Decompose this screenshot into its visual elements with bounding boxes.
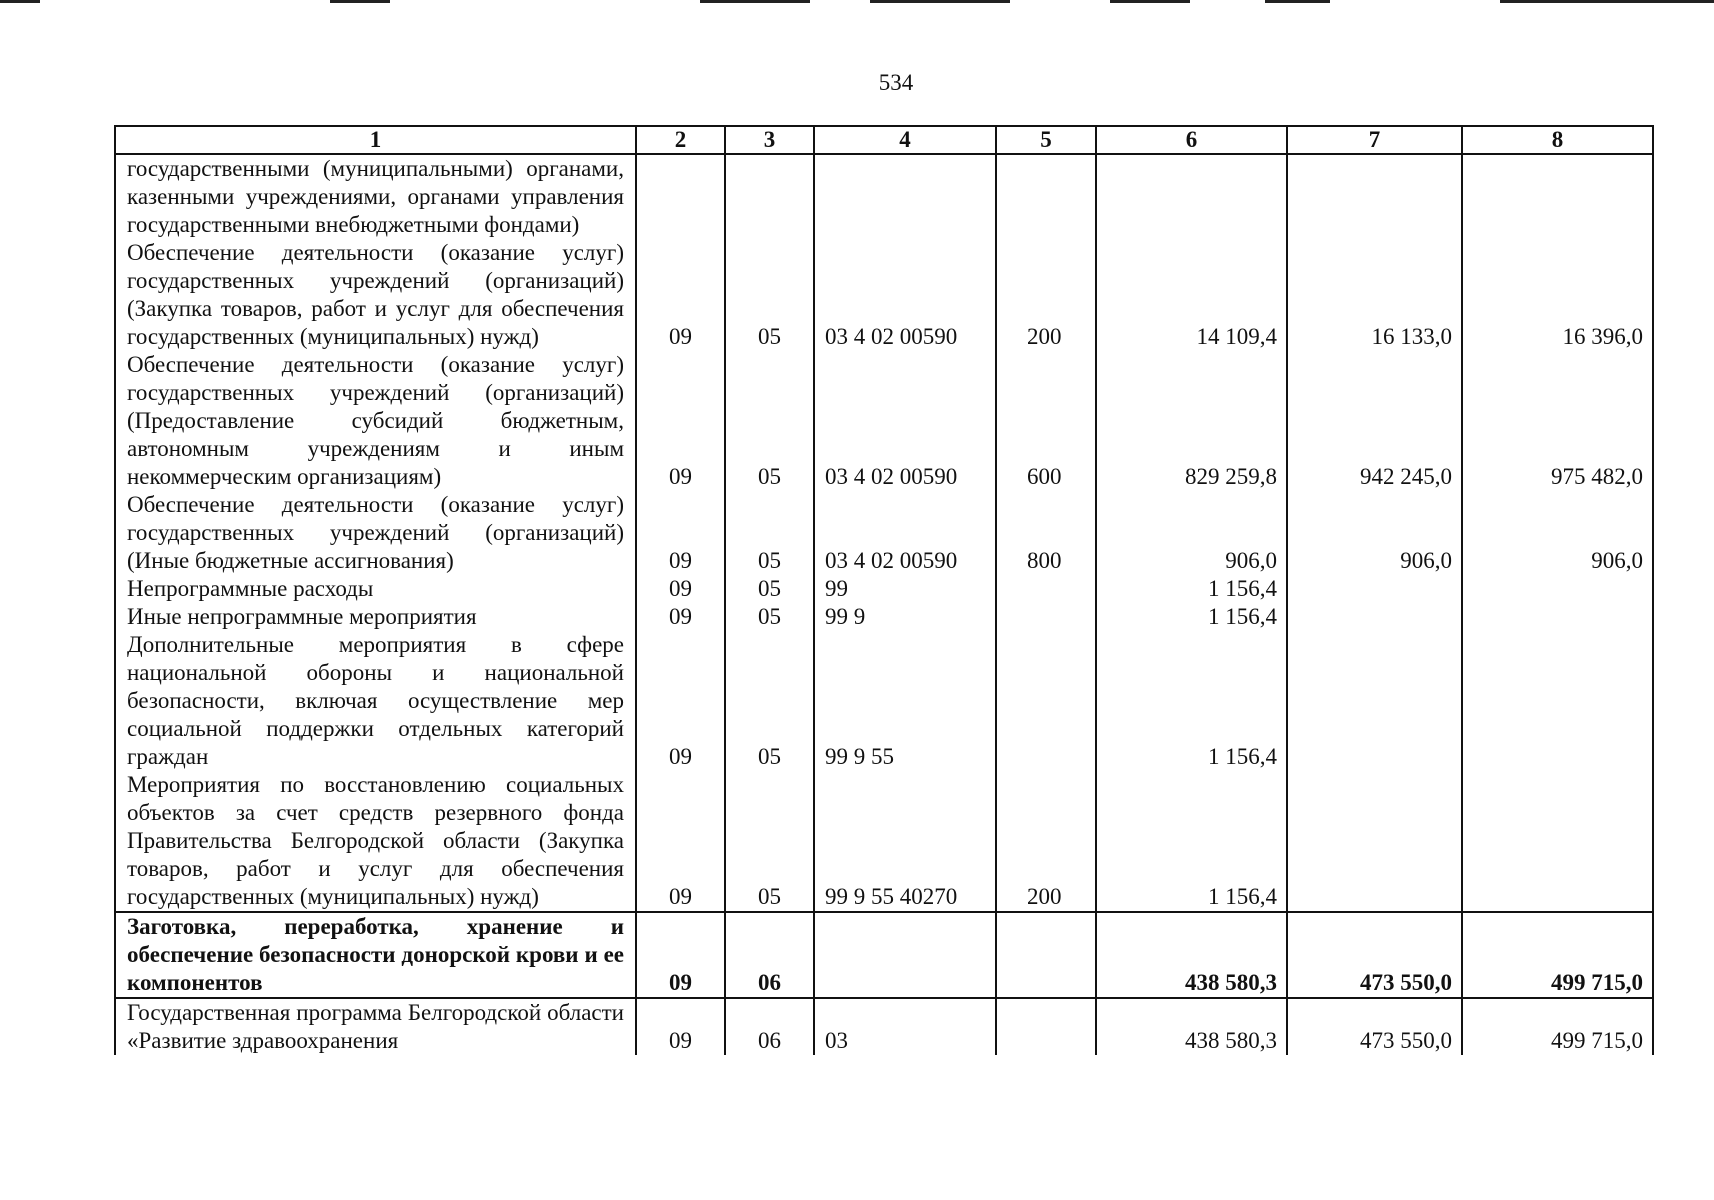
table-row bbox=[115, 912, 1653, 998]
scan-artifact bbox=[870, 0, 1010, 3]
section-code: 09 bbox=[636, 771, 725, 912]
table-row bbox=[115, 603, 1653, 631]
section-code: 09 bbox=[636, 575, 725, 603]
budget-table bbox=[114, 125, 1654, 1055]
subsection-code: 05 bbox=[725, 351, 814, 491]
row-description: Государственная программа Белгородской области «Развитие здравоохранения bbox=[115, 998, 636, 1055]
column-header: 7 bbox=[1287, 126, 1462, 154]
row-description: Обеспечение деятельности (оказание услуг) государственных учреждений (организаций) (Закупка товаров, работ и услуг для обеспечения государственных (муниципальных) нужд) bbox=[115, 239, 636, 351]
amount-year-2 bbox=[1287, 154, 1462, 239]
table-row bbox=[115, 771, 1653, 912]
section-code: 09 bbox=[636, 239, 725, 351]
amount-year-2 bbox=[1287, 603, 1462, 631]
subsection-code: 06 bbox=[725, 998, 814, 1055]
expense-type-code bbox=[996, 603, 1096, 631]
table-row bbox=[115, 491, 1653, 575]
row-description: Мероприятия по восстановлению социальных объектов за счет средств резервного фонда Правительства Белгородской области (Закупка товаров, работ и услуг для обеспечения государственных (муниципальных) нужд) bbox=[115, 771, 636, 912]
amount-year-2: 16 133,0 bbox=[1287, 239, 1462, 351]
subsection-code: 06 bbox=[725, 912, 814, 998]
amount-year-3 bbox=[1462, 631, 1653, 771]
table-row bbox=[115, 351, 1653, 491]
section-code: 09 bbox=[636, 631, 725, 771]
scan-artifact bbox=[330, 0, 390, 3]
amount-year-3 bbox=[1462, 771, 1653, 912]
target-article-code: 03 4 02 00590 bbox=[814, 239, 996, 351]
subsection-code bbox=[725, 154, 814, 239]
amount-year-3: 499 715,0 bbox=[1462, 998, 1653, 1055]
target-article-code: 99 bbox=[814, 575, 996, 603]
section-code bbox=[636, 154, 725, 239]
column-header: 3 bbox=[725, 126, 814, 154]
subsection-code: 05 bbox=[725, 239, 814, 351]
table-row bbox=[115, 239, 1653, 351]
amount-year-1: 14 109,4 bbox=[1096, 239, 1287, 351]
target-article-code bbox=[814, 912, 996, 998]
target-article-code: 99 9 55 bbox=[814, 631, 996, 771]
table-row bbox=[115, 631, 1653, 771]
amount-year-3: 906,0 bbox=[1462, 491, 1653, 575]
amount-year-2: 942 245,0 bbox=[1287, 351, 1462, 491]
column-header: 8 bbox=[1462, 126, 1653, 154]
amount-year-2: 473 550,0 bbox=[1287, 998, 1462, 1055]
column-header: 4 bbox=[814, 126, 996, 154]
amount-year-3 bbox=[1462, 154, 1653, 239]
section-code: 09 bbox=[636, 491, 725, 575]
subsection-code: 05 bbox=[725, 575, 814, 603]
expense-type-code: 200 bbox=[996, 771, 1096, 912]
amount-year-1 bbox=[1096, 154, 1287, 239]
amount-year-2: 906,0 bbox=[1287, 491, 1462, 575]
row-description: Заготовка, переработка, хранение и обеспечение безопасности донорской крови и ее компонентов bbox=[115, 912, 636, 998]
row-description: Непрограммные расходы bbox=[115, 575, 636, 603]
amount-year-2 bbox=[1287, 575, 1462, 603]
expense-type-code: 800 bbox=[996, 491, 1096, 575]
row-description: государственными (муниципальными) органами, казенными учреждениями, органами управления государственными внебюджетными фондами) bbox=[115, 154, 636, 239]
table-row bbox=[115, 575, 1653, 603]
amount-year-3: 16 396,0 bbox=[1462, 239, 1653, 351]
amount-year-1: 906,0 bbox=[1096, 491, 1287, 575]
amount-year-3: 975 482,0 bbox=[1462, 351, 1653, 491]
target-article-code: 03 4 02 00590 bbox=[814, 491, 996, 575]
amount-year-1: 438 580,3 bbox=[1096, 912, 1287, 998]
table-body bbox=[115, 126, 1653, 1055]
target-article-code bbox=[814, 154, 996, 239]
expense-type-code bbox=[996, 998, 1096, 1055]
amount-year-1: 1 156,4 bbox=[1096, 603, 1287, 631]
amount-year-1: 1 156,4 bbox=[1096, 575, 1287, 603]
row-description: Обеспечение деятельности (оказание услуг) государственных учреждений (организаций) (Иные бюджетные ассигнования) bbox=[115, 491, 636, 575]
row-description: Обеспечение деятельности (оказание услуг) государственных учреждений (организаций) (Предоставление субсидий бюджетным, автономным учреждениям и иным некоммерческим организациям) bbox=[115, 351, 636, 491]
target-article-code: 03 4 02 00590 bbox=[814, 351, 996, 491]
row-description: Дополнительные мероприятия в сфере национальной обороны и национальной безопасности, включая осуществление мер социальной поддержки отдельных категорий граждан bbox=[115, 631, 636, 771]
amount-year-3 bbox=[1462, 603, 1653, 631]
scan-artifact bbox=[0, 0, 40, 3]
target-article-code: 99 9 55 40270 bbox=[814, 771, 996, 912]
scan-artifact bbox=[1110, 0, 1190, 3]
amount-year-1: 1 156,4 bbox=[1096, 631, 1287, 771]
page-number: 534 bbox=[878, 70, 914, 95]
amount-year-2 bbox=[1287, 771, 1462, 912]
scan-artifact bbox=[700, 0, 810, 3]
row-description: Иные непрограммные мероприятия bbox=[115, 603, 636, 631]
amount-year-3 bbox=[1462, 575, 1653, 603]
expense-type-code bbox=[996, 154, 1096, 239]
expense-type-code bbox=[996, 575, 1096, 603]
target-article-code: 03 bbox=[814, 998, 996, 1055]
column-header: 2 bbox=[636, 126, 725, 154]
table-header-row bbox=[115, 126, 1653, 154]
section-code: 09 bbox=[636, 998, 725, 1055]
column-header: 5 bbox=[996, 126, 1096, 154]
table-row bbox=[115, 998, 1653, 1055]
subsection-code: 05 bbox=[725, 491, 814, 575]
expense-type-code: 600 bbox=[996, 351, 1096, 491]
section-code: 09 bbox=[636, 351, 725, 491]
amount-year-1: 1 156,4 bbox=[1096, 771, 1287, 912]
subsection-code: 05 bbox=[725, 771, 814, 912]
scan-artifact bbox=[1500, 0, 1714, 3]
expense-type-code: 200 bbox=[996, 239, 1096, 351]
target-article-code: 99 9 bbox=[814, 603, 996, 631]
column-header: 1 bbox=[115, 126, 636, 154]
scan-artifact bbox=[1265, 0, 1330, 3]
section-code: 09 bbox=[636, 912, 725, 998]
column-header: 6 bbox=[1096, 126, 1287, 154]
table-row bbox=[115, 154, 1653, 239]
amount-year-2: 473 550,0 bbox=[1287, 912, 1462, 998]
amount-year-2 bbox=[1287, 631, 1462, 771]
amount-year-3: 499 715,0 bbox=[1462, 912, 1653, 998]
section-code: 09 bbox=[636, 603, 725, 631]
amount-year-1: 438 580,3 bbox=[1096, 998, 1287, 1055]
amount-year-1: 829 259,8 bbox=[1096, 351, 1287, 491]
expense-type-code bbox=[996, 912, 1096, 998]
subsection-code: 05 bbox=[725, 631, 814, 771]
subsection-code: 05 bbox=[725, 603, 814, 631]
expense-type-code bbox=[996, 631, 1096, 771]
